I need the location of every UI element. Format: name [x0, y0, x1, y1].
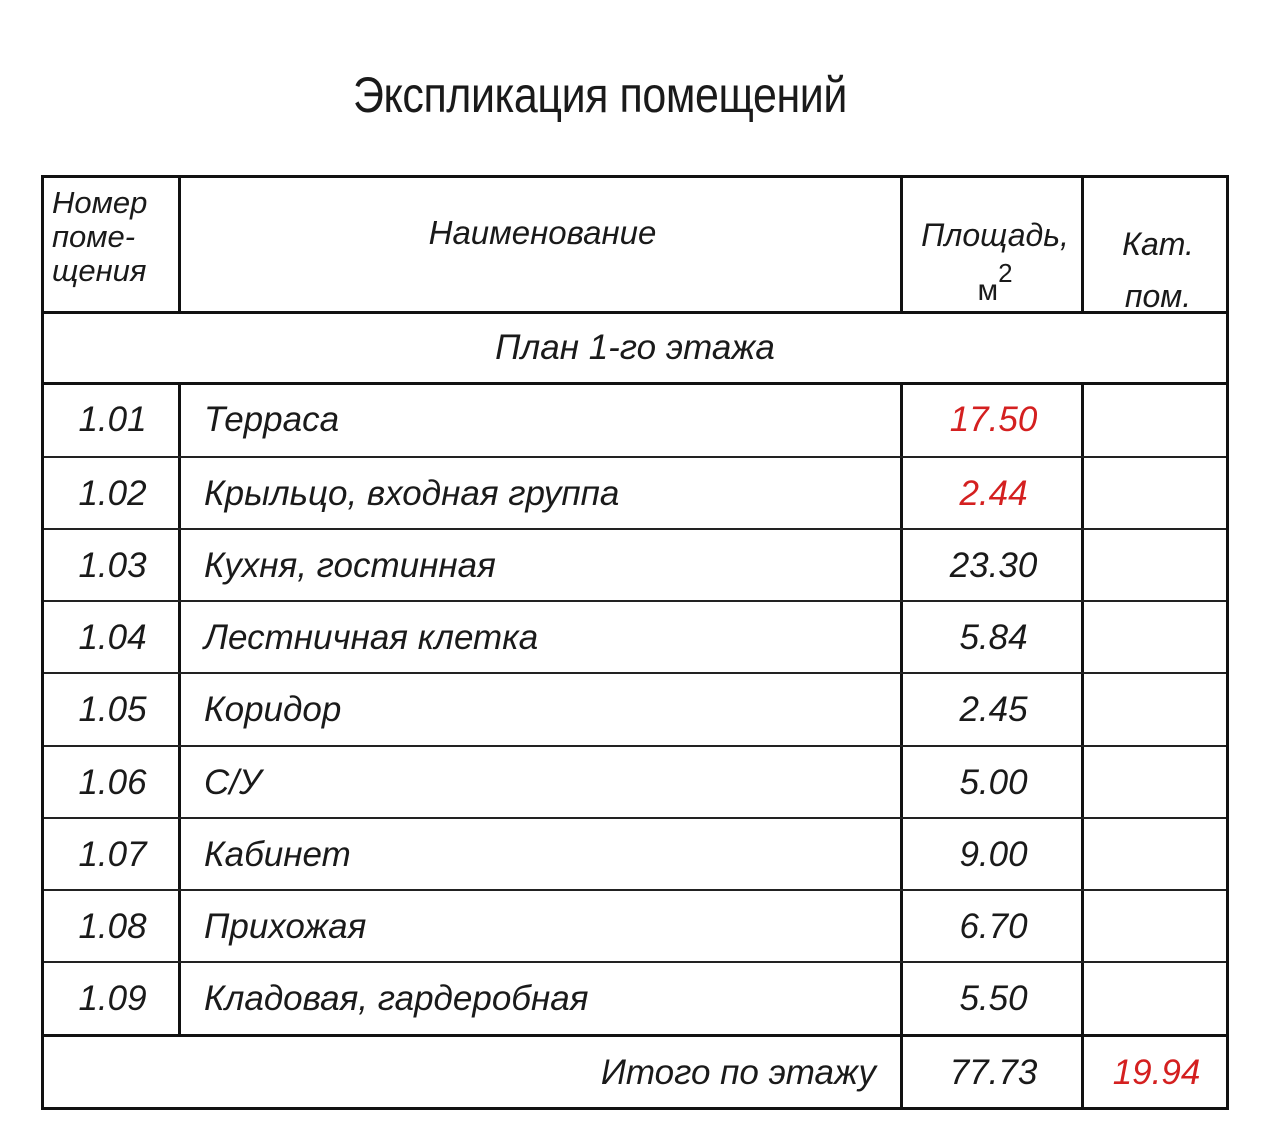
room-area: 5.00 — [959, 762, 1028, 802]
room-category — [1084, 674, 1229, 745]
page-title: Экспликация помещений — [353, 67, 847, 123]
room-area: 2.44 — [959, 473, 1028, 513]
total-label: Итого по этажу — [600, 1052, 876, 1092]
room-name: Коридор — [204, 689, 342, 729]
area-unit: м — [977, 274, 999, 307]
room-area: 23.30 — [949, 545, 1038, 585]
room-category — [1084, 602, 1229, 673]
room-area: 6.70 — [959, 906, 1028, 946]
room-area: 5.50 — [959, 978, 1028, 1018]
room-name: С/У — [204, 762, 262, 802]
explication-table — [41, 175, 1229, 1110]
room-category — [1084, 963, 1229, 1034]
room-area: 9.00 — [959, 834, 1028, 874]
room-number: 1.02 — [78, 473, 147, 513]
room-number: 1.01 — [78, 399, 147, 439]
room-name: Крыльцо, входная группа — [204, 473, 620, 513]
room-category — [1084, 458, 1229, 529]
total-area: 77.73 — [949, 1052, 1038, 1092]
room-category — [1084, 891, 1229, 962]
room-number: 1.03 — [78, 545, 147, 585]
room-category — [1084, 530, 1229, 601]
room-name: Прихожая — [204, 906, 367, 946]
total-category: 19.94 — [1112, 1052, 1201, 1092]
room-name: Лестничная клетка — [204, 617, 539, 657]
header-room-name: Наименование — [428, 214, 657, 251]
room-number: 1.05 — [78, 689, 147, 729]
header-room-number: Номер поме- щения — [52, 185, 148, 288]
room-area: 5.84 — [959, 617, 1028, 657]
room-number: 1.07 — [78, 834, 147, 874]
room-number: 1.09 — [78, 978, 147, 1018]
room-number: 1.04 — [78, 617, 147, 657]
header-area: Площадь, $м^2$ — [906, 216, 1084, 310]
header-category: Кат. пом. — [1122, 226, 1194, 314]
room-area: 17.50 — [949, 399, 1038, 439]
room-number: 1.08 — [78, 906, 147, 946]
room-name: Кладовая, гардеробная — [204, 978, 589, 1018]
room-category — [1084, 747, 1229, 818]
room-category — [1084, 819, 1229, 890]
area-unit-power: 2 — [998, 258, 1013, 288]
section-title: План 1-го этажа — [495, 328, 775, 367]
room-name: Терраса — [204, 399, 340, 439]
room-name: Кухня, гостинная — [204, 545, 496, 585]
room-area: 2.45 — [959, 689, 1028, 729]
room-number: 1.06 — [78, 762, 147, 802]
room-category — [1084, 384, 1229, 455]
room-name: Кабинет — [204, 834, 351, 874]
